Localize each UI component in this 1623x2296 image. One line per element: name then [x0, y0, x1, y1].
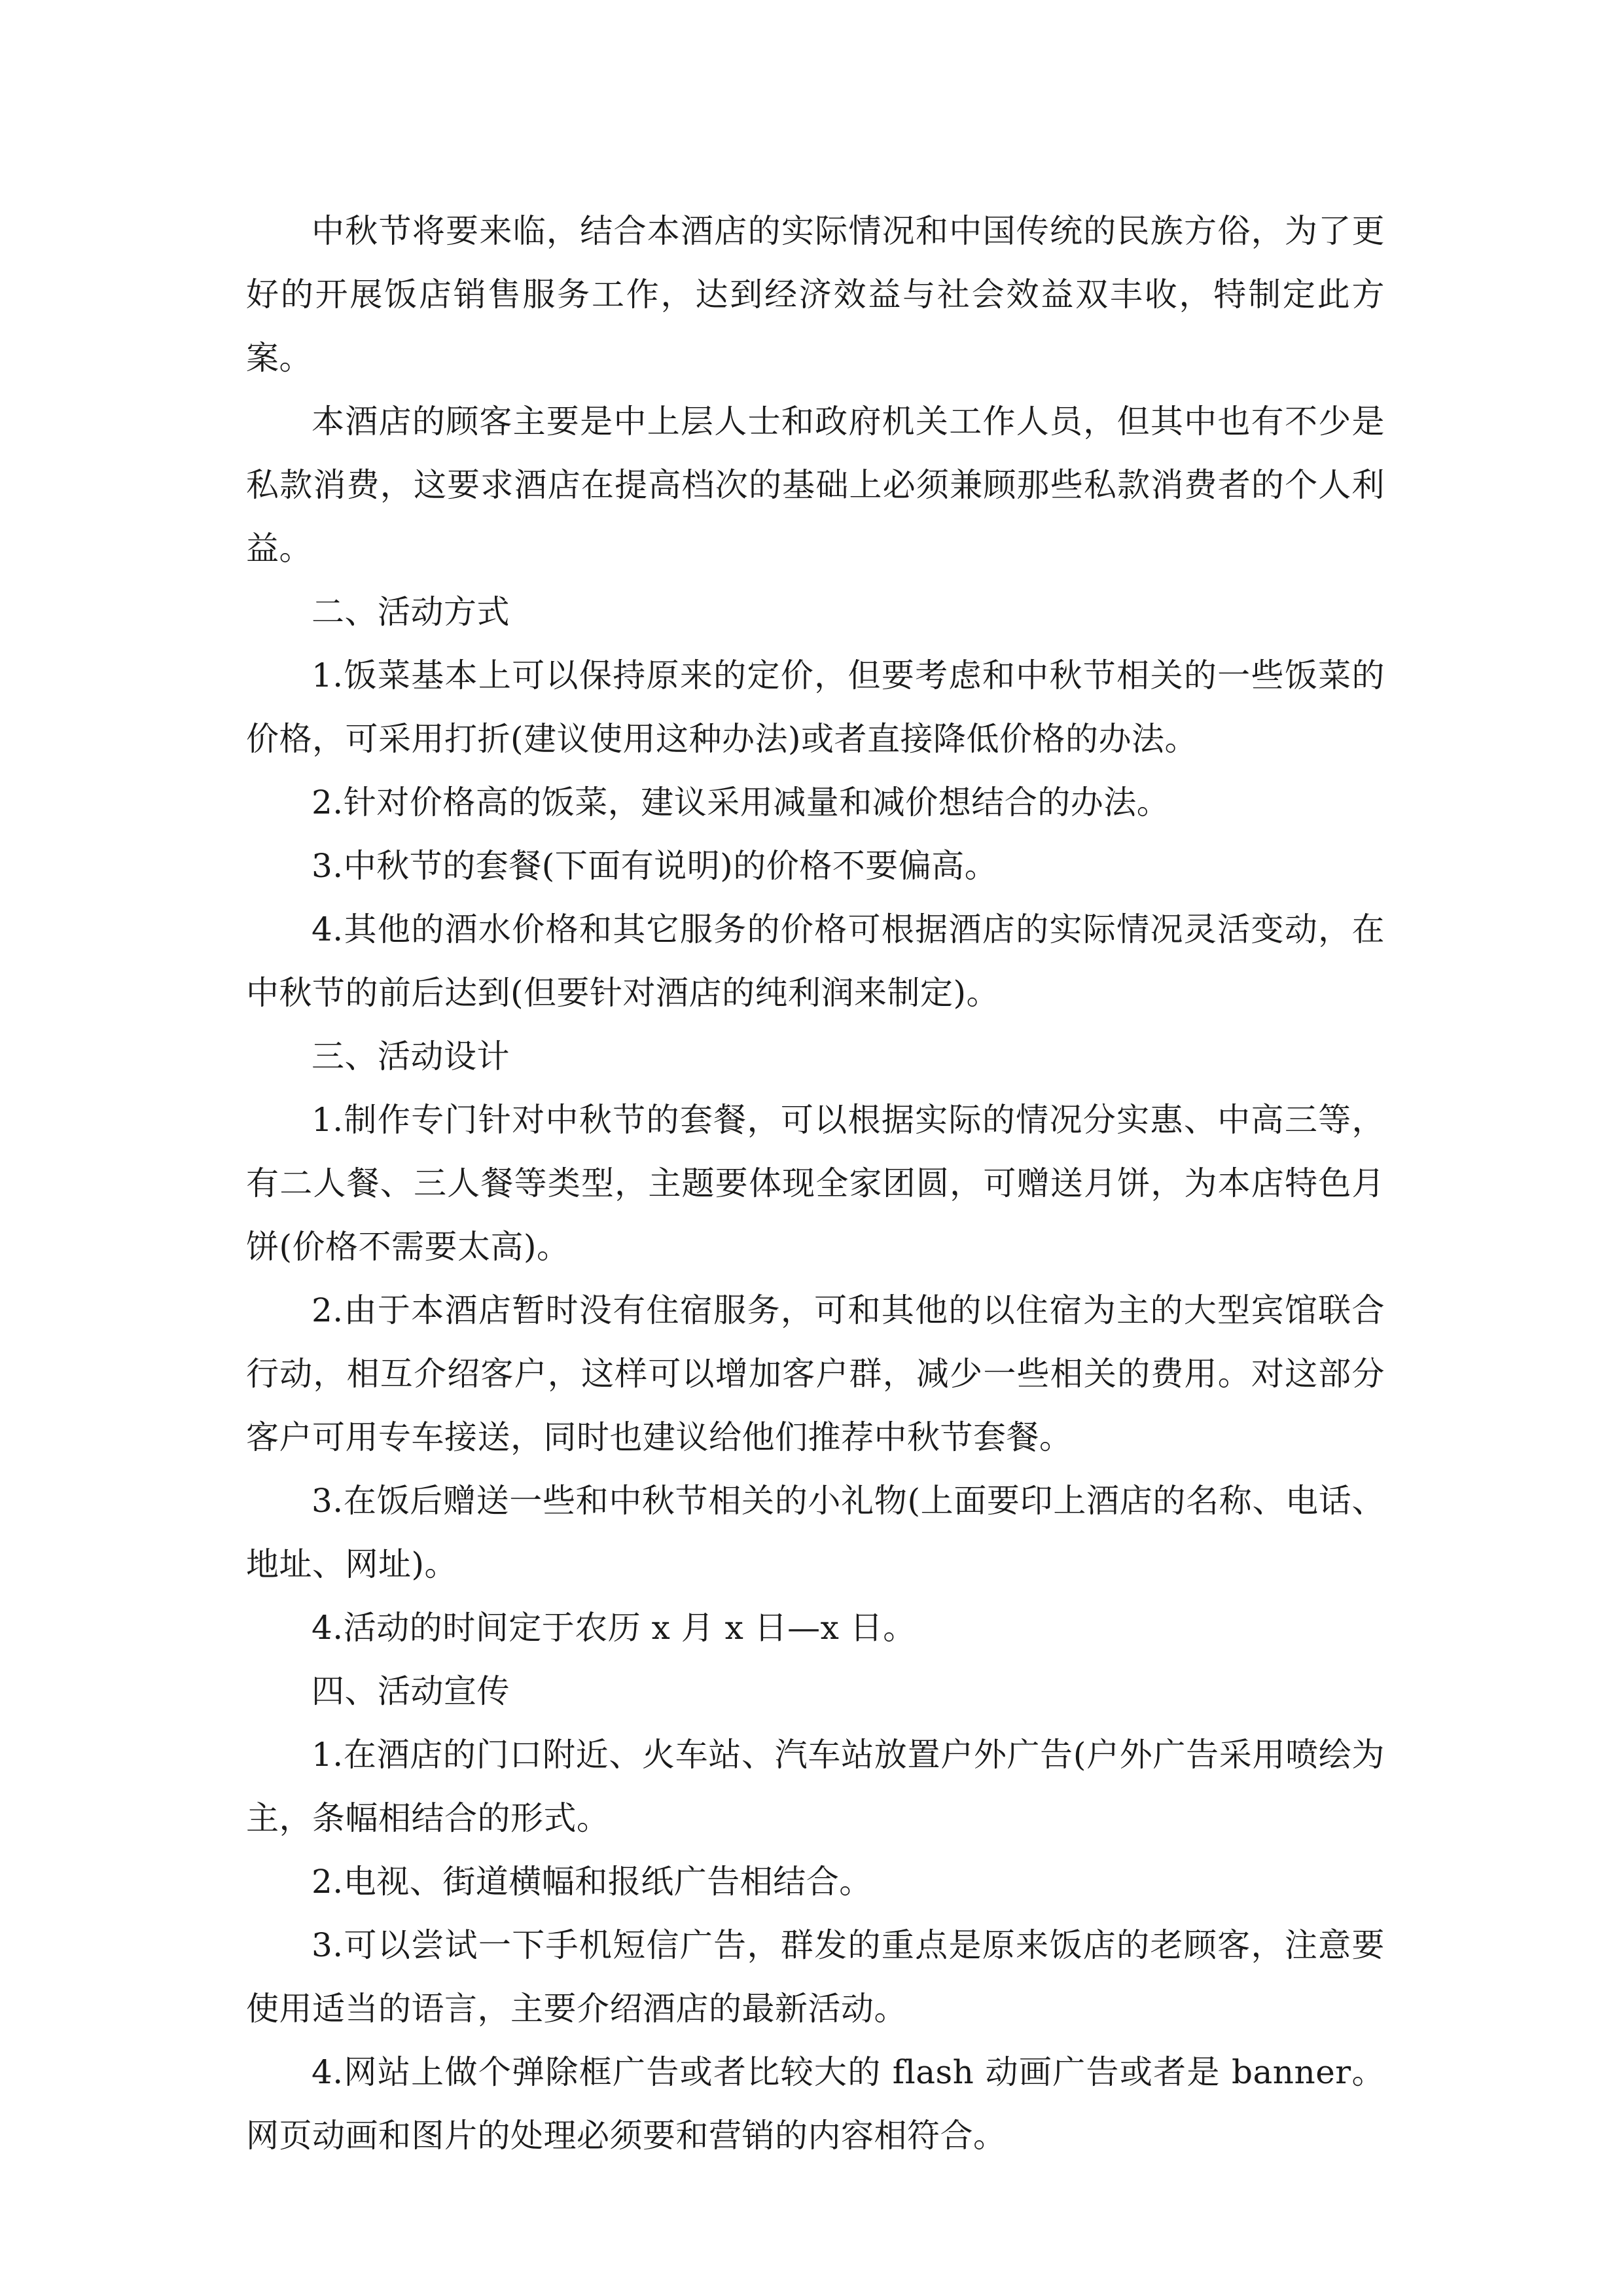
list-item: 3.可以尝试一下手机短信广告，群发的重点是原来饭店的老顾客，注意要使用适当的语言，主要介绍酒店的最新活动。: [246, 1926, 1385, 2028]
list-item: 3.中秋节的套餐(下面有说明)的价格不要偏高。: [312, 847, 998, 885]
section-heading-activity-promotion: 四、活动宣传: [312, 1672, 510, 1710]
list-item: 1.在酒店的门口附近、火车站、汽车站放置户外广告(户外广告采用喷绘为主，条幅相结合的形式。: [246, 1736, 1385, 1837]
list-item: 1.制作专门针对中秋节的套餐，可以根据实际的情况分实惠、中高三等，有二人餐、三人餐等类型，主题要体现全家团圆，可赠送月饼，为本店特色月饼(价格不需要太高)。: [246, 1101, 1385, 1266]
list-item: 1.饭菜基本上可以保持原来的定价，但要考虑和中秋节相关的一些饭菜的价格，可采用打折(建议使用这种办法)或者直接降低价格的办法。: [246, 656, 1385, 758]
list-item: 2.由于本酒店暂时没有住宿服务，可和其他的以住宿为主的大型宾馆联合行动，相互介绍客户，这样可以增加客户群，减少一些相关的费用。对这部分客户可用专车接送，同时也建议给他们推荐中秋节套餐。: [246, 1291, 1385, 1456]
section-heading-activity-method: 二、活动方式: [312, 593, 510, 631]
list-item: 2.电视、街道横幅和报纸广告相结合。: [312, 1863, 872, 1901]
customer-paragraph: 本酒店的顾客主要是中上层人士和政府机关工作人员，但其中也有不少是私款消费，这要求酒店在提高档次的基础上必须兼顾那些私款消费者的个人利益。: [246, 403, 1385, 567]
intro-paragraph: 中秋节将要来临，结合本酒店的实际情况和中国传统的民族方俗，为了更好的开展饭店销售服务工作，达到经济效益与社会效益双丰收，特制定此方案。: [246, 212, 1385, 377]
list-item: 4.其他的酒水价格和其它服务的价格可根据酒店的实际情况灵活变动，在中秋节的前后达到(但要针对酒店的纯利润来制定)。: [246, 910, 1385, 1012]
list-item: 3.在饭后赠送一些和中秋节相关的小礼物(上面要印上酒店的名称、电话、地址、网址)。: [246, 1482, 1385, 1583]
list-item: 2.针对价格高的饭菜，建议采用减量和减价想结合的办法。: [312, 783, 1170, 821]
document-body: [246, 200, 1385, 2168]
list-item: 4.活动的时间定于农历 x 月 x 日—x 日。: [312, 1609, 916, 1647]
section-heading-activity-design: 三、活动设计: [312, 1037, 510, 1075]
list-item: 4.网站上做个弹除框广告或者比较大的 flash 动画广告或者是 banner。网页动画和图片的处理必须要和营销的内容相符合。: [246, 2053, 1385, 2155]
